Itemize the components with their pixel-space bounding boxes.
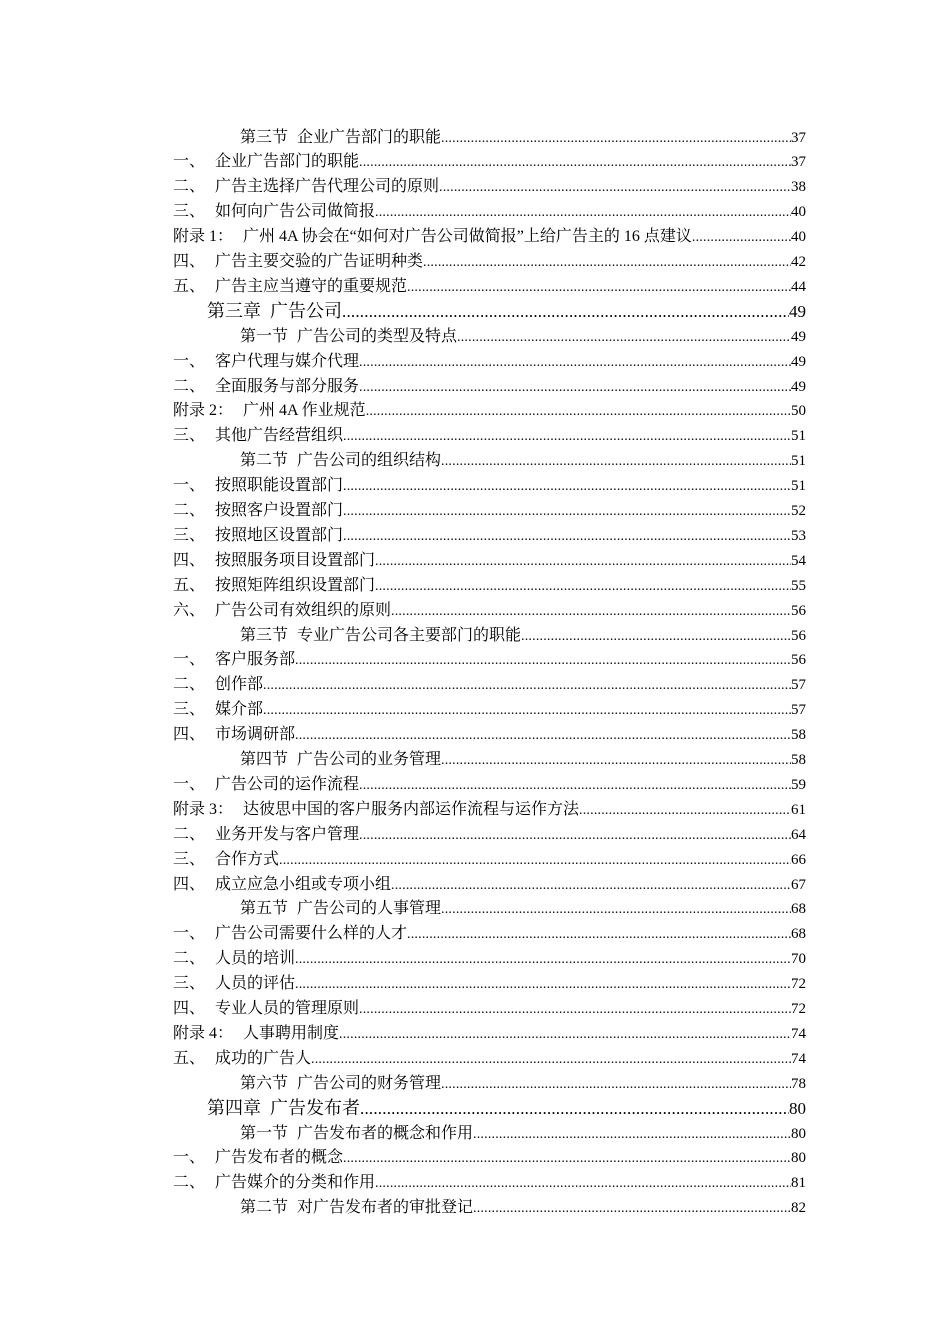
toc-item-entry (173, 573, 806, 598)
entry-title: 客户代理与媒介代理 (215, 352, 360, 370)
entry-number: 二、 (173, 825, 206, 843)
dot-leader (441, 1072, 791, 1097)
entry-title: 广州 4A 作业规范 (243, 402, 366, 420)
entry-number: 二、 (173, 377, 206, 395)
entry-page-number: 59 (791, 776, 806, 793)
entry-page-number: 66 (791, 851, 806, 868)
toc-item-entry (173, 672, 806, 697)
entry-page-number: 82 (791, 1200, 806, 1217)
entry-page-number: 68 (791, 901, 806, 918)
entry-title: 广告主要交验的广告证明种类 (215, 253, 424, 270)
entry-number: 三、 (173, 427, 206, 445)
entry-number: 二、 (173, 502, 206, 519)
entry-title: 按照服务项目设置部门 (215, 551, 376, 569)
dot-leader (391, 599, 791, 624)
toc-appendix-entry (173, 797, 806, 822)
entry-number: 附录 1： (173, 228, 234, 246)
entry-page-number: 56 (791, 627, 806, 644)
entry-number: 第三节 (240, 128, 289, 146)
table-of-contents (0, 125, 950, 1225)
toc-item-entry (173, 548, 806, 573)
toc-section-entry (240, 324, 806, 349)
dot-leader (343, 499, 791, 524)
entry-title: 市场调研部 (215, 726, 296, 744)
entry-page-number: 58 (791, 727, 806, 744)
entry-title: 专业人员的管理原则 (215, 1000, 360, 1017)
dot-leader (359, 823, 791, 848)
entry-page-number: 72 (791, 1001, 806, 1017)
entry-number: 一、 (173, 1149, 206, 1167)
entry-title: 创作部 (215, 676, 264, 694)
entry-title: 广告公司的人事管理 (297, 900, 442, 918)
entry-title: 人员的评估 (215, 975, 296, 993)
entry-page-number: 57 (791, 702, 806, 719)
dot-leader (359, 150, 791, 175)
dot-leader (339, 1022, 791, 1047)
dot-leader (295, 947, 791, 972)
entry-title: 企业广告部门的职能 (297, 128, 442, 146)
toc-item-entry (173, 1145, 806, 1170)
dot-leader (343, 424, 791, 449)
entry-number: 第四章 (207, 1097, 261, 1118)
entry-title: 广告主应当遵守的重要规范 (215, 277, 408, 295)
toc-item-entry (173, 647, 806, 672)
entry-page-number: 56 (791, 652, 806, 669)
entry-page-number: 70 (791, 951, 806, 968)
entry-number: 三、 (173, 975, 206, 993)
toc-item-entry (173, 697, 806, 722)
toc-item-entry (173, 847, 806, 872)
entry-number: 一、 (173, 477, 206, 495)
entry-number: 第六节 (240, 1074, 289, 1092)
entry-number: 第二节 (240, 1199, 289, 1217)
toc-item-entry (173, 423, 806, 448)
toc-item-entry (173, 349, 806, 374)
entry-number: 四、 (173, 726, 206, 744)
entry-title: 专业广告公司各主要部门的职能 (297, 626, 522, 644)
entry-title: 对广告发布者的审批登记 (297, 1199, 474, 1217)
toc-section-entry (240, 1121, 806, 1146)
toc-item-entry (173, 722, 806, 747)
entry-title: 媒介部 (215, 701, 264, 719)
entry-title: 其他广告经营组织 (215, 427, 344, 445)
entry-title: 广告发布者 (270, 1097, 360, 1118)
entry-title: 广告公司的财务管理 (297, 1074, 442, 1092)
dot-leader (263, 673, 791, 698)
entry-title: 广告媒介的分类和作用 (215, 1174, 376, 1192)
dot-leader (391, 873, 791, 898)
toc-item-entry (173, 374, 806, 399)
entry-page-number: 49 (789, 301, 806, 321)
toc-item-entry (173, 523, 806, 548)
toc-section-entry (240, 623, 806, 648)
entry-page-number: 51 (791, 478, 806, 495)
entry-number: 三、 (173, 203, 206, 221)
dot-leader (343, 524, 791, 549)
toc-item-entry (173, 971, 806, 996)
dot-leader (263, 698, 791, 723)
dot-leader (439, 175, 791, 200)
toc-chapter-entry (207, 1096, 806, 1121)
entry-page-number: 72 (791, 976, 806, 993)
toc-section-entry (240, 1071, 806, 1096)
entry-title: 成功的广告人 (215, 1049, 312, 1067)
entry-page-number: 78 (791, 1075, 806, 1092)
entry-title: 合作方式 (215, 850, 280, 868)
toc-section-entry (240, 1195, 806, 1220)
dot-leader (441, 449, 791, 474)
entry-number: 附录 2： (173, 402, 234, 420)
entry-page-number: 57 (791, 677, 806, 694)
entry-page-number: 38 (791, 179, 806, 196)
toc-item-entry (173, 1170, 806, 1195)
entry-page-number: 52 (791, 503, 806, 519)
toc-appendix-entry (173, 224, 806, 249)
entry-page-number: 42 (791, 254, 806, 270)
entry-number: 一、 (173, 651, 206, 669)
entry-page-number: 44 (791, 278, 806, 295)
entry-number: 第一节 (240, 1124, 289, 1142)
dot-leader (295, 648, 791, 673)
entry-number: 五、 (173, 1049, 206, 1067)
toc-item-entry (173, 772, 806, 797)
entry-title: 广告发布者的概念和作用 (297, 1124, 474, 1142)
entry-number: 二、 (173, 950, 206, 968)
dot-leader (295, 972, 791, 997)
toc-item-entry (173, 274, 806, 299)
dot-leader (423, 250, 791, 275)
entry-page-number: 67 (791, 876, 806, 893)
entry-title: 广告公司 (270, 300, 342, 321)
dot-leader (692, 225, 791, 250)
entry-page-number: 50 (791, 403, 806, 420)
toc-item-entry (173, 174, 806, 199)
dot-leader (441, 748, 791, 773)
entry-title: 广州 4A 协会在“如何对广告公司做简报”上给广告主的 16 点建议 (243, 228, 692, 246)
entry-number: 三、 (173, 850, 206, 868)
toc-appendix-entry (173, 398, 806, 423)
dot-leader (343, 1146, 791, 1171)
entry-title: 广告主选择广告代理公司的原则 (215, 178, 440, 196)
entry-page-number: 51 (791, 428, 806, 445)
entry-number: 五、 (173, 576, 206, 594)
dot-leader (441, 126, 791, 151)
entry-number: 附录 3： (173, 800, 234, 818)
entry-number: 三、 (173, 526, 206, 544)
entry-title: 按照职能设置部门 (215, 477, 344, 495)
entry-number: 一、 (173, 775, 206, 793)
dot-leader (521, 624, 791, 649)
toc-section-entry (240, 896, 806, 921)
entry-title: 广告公司的运作流程 (215, 775, 360, 793)
toc-item-entry (173, 921, 806, 946)
entry-number: 二、 (173, 1174, 206, 1192)
dot-leader (366, 399, 791, 424)
entry-page-number: 40 (791, 229, 806, 246)
toc-appendix-entry (173, 1021, 806, 1046)
entry-page-number: 37 (791, 129, 806, 146)
toc-item-entry (173, 473, 806, 498)
entry-page-number: 74 (791, 1025, 806, 1042)
dot-leader (342, 299, 789, 324)
entry-page-number: 55 (791, 577, 806, 594)
dot-leader (407, 922, 791, 947)
entry-page-number: 80 (791, 1125, 806, 1142)
entry-number: 三、 (173, 701, 206, 719)
dot-leader (360, 1096, 789, 1121)
toc-item-entry (173, 149, 806, 174)
dot-leader (473, 1196, 791, 1221)
entry-number: 第二节 (240, 452, 289, 470)
dot-leader (359, 997, 791, 1022)
entry-page-number: 64 (791, 826, 806, 843)
entry-number: 二、 (173, 676, 206, 694)
dot-leader (359, 375, 791, 400)
toc-item-entry (173, 498, 806, 523)
entry-title: 成立应急小组或专项小组 (215, 875, 392, 893)
entry-number: 六、 (173, 601, 206, 619)
entry-page-number: 61 (791, 801, 806, 818)
entry-page-number: 58 (791, 752, 806, 768)
toc-section-entry (240, 747, 806, 772)
entry-title: 广告公司的类型及特点 (297, 327, 458, 345)
dot-leader (359, 350, 791, 375)
dot-leader (359, 773, 791, 798)
entry-number: 四、 (173, 1000, 206, 1017)
entry-title: 广告公司的组织结构 (297, 452, 442, 470)
toc-item-entry (173, 598, 806, 623)
toc-item-entry (173, 249, 806, 274)
entry-number: 四、 (173, 253, 206, 270)
toc-item-entry (173, 822, 806, 847)
entry-title: 如何向广告公司做简报 (215, 203, 376, 221)
dot-leader (579, 798, 791, 823)
entry-title: 按照矩阵组织设置部门 (215, 576, 376, 594)
dot-leader (311, 1047, 791, 1072)
entry-title: 按照客户设置部门 (215, 502, 344, 519)
toc-item-entry (173, 1046, 806, 1071)
dot-leader (375, 200, 791, 225)
entry-page-number: 49 (791, 378, 806, 395)
entry-page-number: 51 (791, 453, 806, 470)
entry-number: 第三节 (240, 626, 289, 644)
dot-leader (343, 474, 791, 499)
entry-title: 人员的培训 (215, 950, 296, 968)
dot-leader (375, 574, 791, 599)
entry-title: 企业广告部门的职能 (215, 153, 360, 171)
entry-number: 四、 (173, 551, 206, 569)
entry-title: 全面服务与部分服务 (215, 377, 360, 395)
toc-item-entry (173, 946, 806, 971)
entry-number: 一、 (173, 352, 206, 370)
entry-page-number: 74 (791, 1050, 806, 1067)
entry-title: 广告发布者的概念 (215, 1149, 344, 1167)
dot-leader (295, 723, 791, 748)
entry-number: 一、 (173, 153, 206, 171)
entry-number: 第五节 (240, 900, 289, 918)
entry-page-number: 54 (791, 552, 806, 569)
entry-number: 第三章 (207, 300, 261, 321)
entry-title: 广告公司的业务管理 (297, 751, 442, 768)
entry-number: 一、 (173, 925, 206, 943)
toc-item-entry (173, 199, 806, 224)
toc-item-entry (173, 872, 806, 897)
entry-title: 按照地区设置部门 (215, 526, 344, 544)
entry-title: 广告公司需要什么样的人才 (215, 925, 408, 943)
toc-section-entry (240, 125, 806, 150)
entry-title: 人事聘用制度 (243, 1024, 340, 1042)
entry-number: 四、 (173, 875, 206, 893)
entry-page-number: 80 (789, 1098, 806, 1118)
dot-leader (473, 1122, 791, 1147)
toc-item-entry (173, 996, 806, 1021)
entry-page-number: 68 (791, 926, 806, 943)
entry-title: 广告公司有效组织的原则 (215, 601, 392, 619)
dot-leader (457, 325, 791, 350)
entry-page-number: 37 (791, 154, 806, 171)
dot-leader (375, 1171, 791, 1196)
dot-leader (279, 848, 791, 873)
entry-number: 二、 (173, 178, 206, 196)
entry-page-number: 40 (791, 204, 806, 221)
entry-page-number: 80 (791, 1150, 806, 1167)
entry-page-number: 81 (791, 1175, 806, 1192)
entry-page-number: 56 (791, 602, 806, 619)
toc-section-entry (240, 448, 806, 473)
entry-page-number: 53 (791, 527, 806, 544)
dot-leader (441, 897, 791, 922)
toc-chapter-entry (207, 299, 806, 324)
entry-number: 第四节 (240, 751, 289, 768)
entry-number: 第一节 (240, 327, 289, 345)
entry-page-number: 49 (791, 328, 806, 345)
entry-number: 五、 (173, 277, 206, 295)
entry-title: 客户服务部 (215, 651, 296, 669)
entry-number: 附录 4： (173, 1024, 234, 1042)
dot-leader (375, 549, 791, 574)
entry-title: 达彼思中国的客户服务内部运作流程与运作方法 (243, 800, 580, 818)
entry-title: 业务开发与客户管理 (215, 825, 360, 843)
entry-page-number: 49 (791, 353, 806, 370)
dot-leader (407, 275, 791, 300)
